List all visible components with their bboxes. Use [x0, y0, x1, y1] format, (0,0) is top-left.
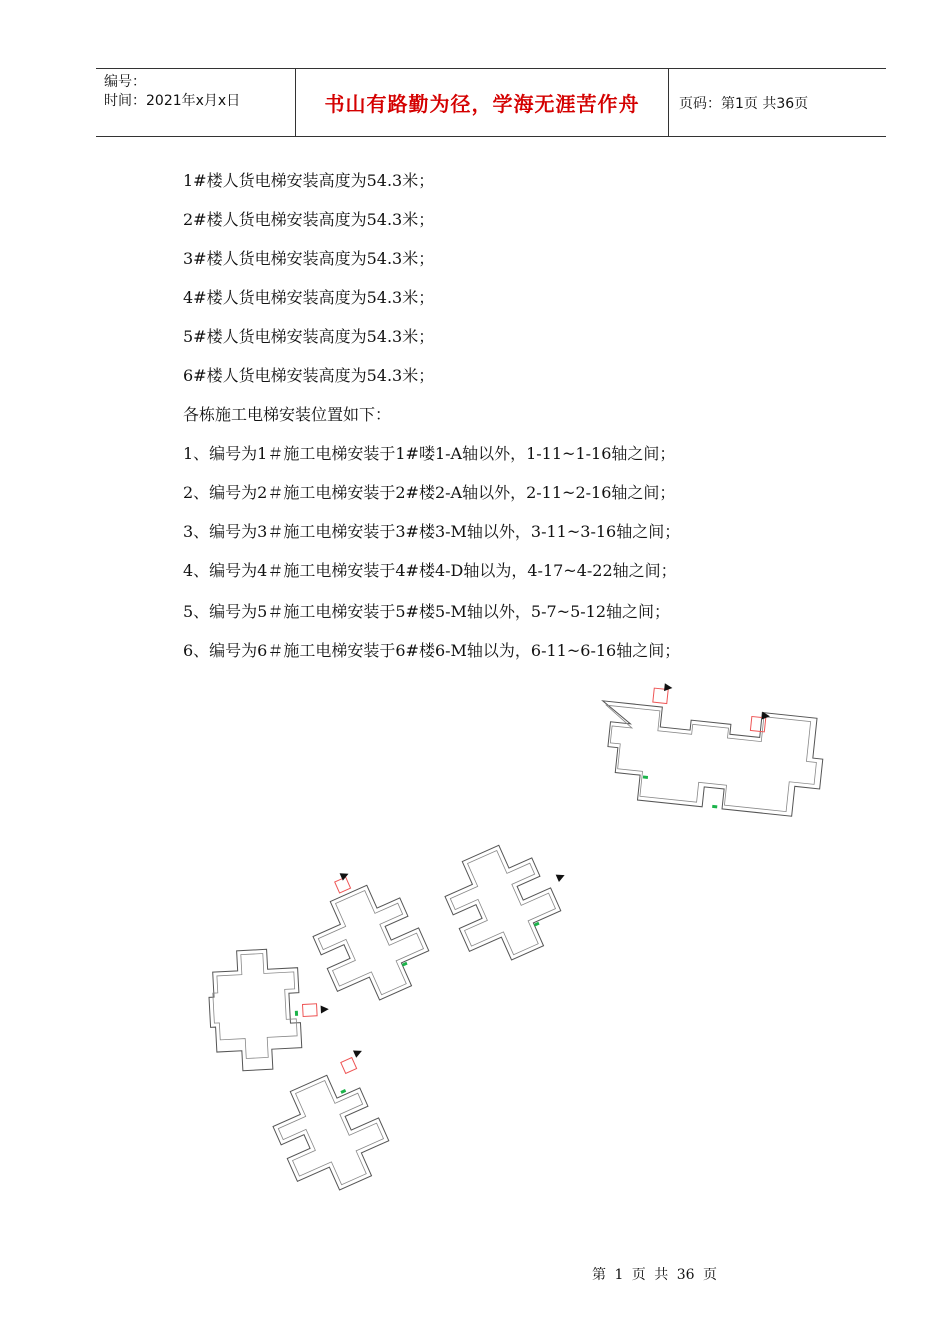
position-line-5: 5、编号为5＃施工电梯安装于5#楼5-M轴以外，5-7~5-12轴之间；: [183, 602, 671, 621]
position-line-3: 3、编号为3＃施工电梯安装于3#楼3-M轴以外，3-11~3-16轴之间；: [183, 522, 681, 541]
height-line-3: 3#楼人货电梯安装高度为54.3米；: [183, 249, 435, 268]
height-line-6: 6#楼人货电梯安装高度为54.3米；: [183, 366, 435, 385]
height-line-5: 5#楼人货电梯安装高度为54.3米；: [183, 327, 435, 346]
building-plan-bottom: [258, 1047, 410, 1204]
page-footer: 第 1 页 共 36 页: [592, 1267, 717, 1283]
height-line-1: 1#楼人货电梯安装高度为54.3米；: [183, 171, 435, 190]
position-line-6: 6、编号为6＃施工电梯安装于6#楼6-M轴以为，6-11~6-16轴之间；: [183, 641, 681, 660]
building-plan-middle-left: [294, 853, 439, 1014]
header-slogan: 书山有路勤为径，学海无涯苦作舟: [296, 69, 669, 136]
position-line-2: 2、编号为2＃施工电梯安装于2#楼2-A轴以外，2-11~2-16轴之间；: [183, 483, 676, 502]
time-label: 时间：2021年x月x日: [104, 93, 241, 109]
building-plan-bottom-left: [207, 946, 332, 1072]
height-line-2: 2#楼人货电梯安装高度为54.3米；: [183, 210, 435, 229]
page-number-label: 页码：第1页 共36页: [679, 95, 809, 112]
positions-title: 各栋施工电梯安装位置如下：: [183, 405, 392, 424]
building-plan-middle-right: [435, 826, 588, 974]
building-plan-top-right: [593, 677, 829, 819]
number-label: 编号：: [104, 74, 146, 90]
position-line-4: 4、编号为4＃施工电梯安装于4#楼4-D轴以为，4-17~4-22轴之间；: [183, 561, 677, 580]
height-line-4: 4#楼人货电梯安装高度为54.3米；: [183, 288, 435, 307]
position-line-1: 1、编号为1＃施工电梯安装于1#喽1-A轴以外，1-11~1-16轴之间；: [183, 444, 676, 463]
